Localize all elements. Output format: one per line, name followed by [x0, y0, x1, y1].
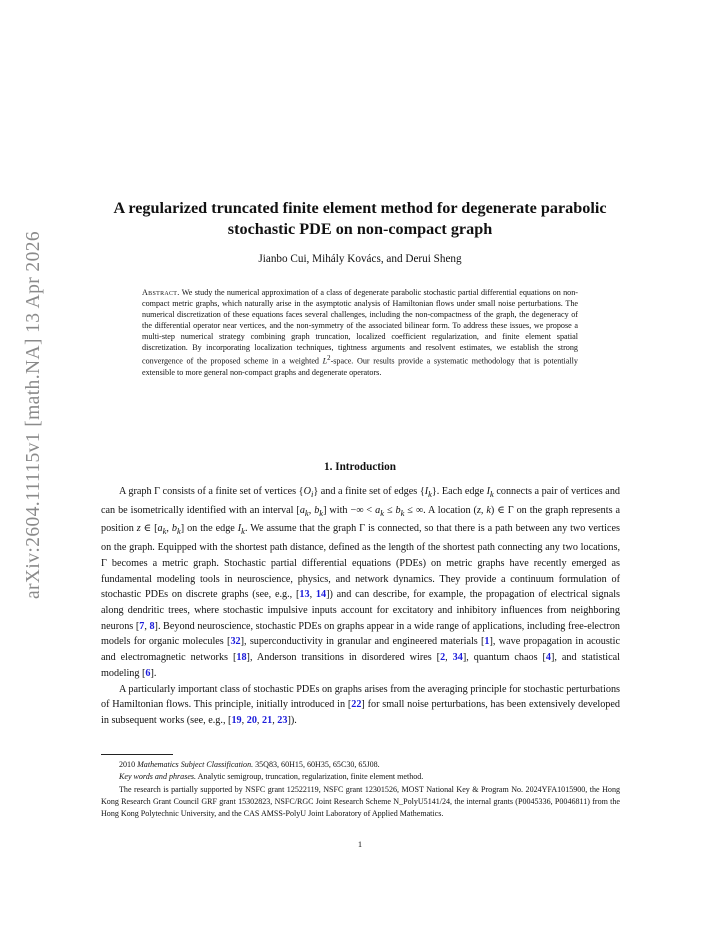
- text: ∈ [: [140, 523, 158, 535]
- text: ].: [150, 667, 157, 679]
- body-text: [101, 484, 620, 729]
- math-sub: i: [310, 489, 314, 500]
- citation-link[interactable]: 23: [277, 714, 288, 726]
- abstract-label: Abstract.: [142, 288, 180, 297]
- text: }. Each edge: [431, 486, 487, 497]
- math: z, k: [476, 504, 491, 516]
- text: ,: [166, 523, 172, 535]
- text: ,: [256, 714, 262, 726]
- title-line-1: A regularized truncated finite element method for degenerate parabolic: [113, 199, 607, 217]
- citation-link[interactable]: 34: [452, 652, 463, 664]
- abstract-text-a: We study the numerical approximation of a class of degenerate parabolic stochastic partial differential equations on non-compact metric graphs, which naturally arise in the asymptotic analysis of Hamiltonian flows under small noise perturbations. The numerical discretization of these equations faces several challenges, including the non-compactness of the graph, the degeneracy of the differential operator near vertices, and the non-symmetry of the associated bilinear form. To address these issues, we propose a multi-step numerical strategy combining graph truncation, localized coefficient regularization, and finite element spatial discretization. By incorporating localization techniques, tightness arguments and resolvent estimates, we establish the strong convergence of the proposed scheme in a weighted: [142, 288, 579, 366]
- citation-link[interactable]: 14: [315, 589, 327, 601]
- text: ], quantum chaos [: [462, 652, 546, 664]
- text: A graph Γ consists of a finite set of vertices {: [119, 486, 304, 497]
- text: ], superconductivity in granular and engineered materials [: [240, 636, 485, 648]
- page-number: 1: [357, 839, 363, 849]
- footnote-divider: [101, 754, 173, 755]
- text: ≤ ∞. A location (: [404, 504, 477, 516]
- math-sub: k: [380, 507, 384, 518]
- paragraph-2: [101, 682, 620, 729]
- citation-link[interactable]: 7: [139, 620, 145, 632]
- math: b: [171, 523, 177, 535]
- text: ] for small noise perturbations, has been extensively developed in subsequent works (see, e.g., [: [101, 699, 621, 726]
- citation-link[interactable]: 8: [149, 620, 155, 632]
- text: } and a finite set of edges {: [313, 486, 425, 497]
- text: ], and statistical modeling [: [101, 652, 620, 679]
- citation-link[interactable]: 6: [145, 667, 151, 679]
- section-title: 1. Introduction: [324, 461, 396, 473]
- text: ]).: [287, 714, 297, 726]
- footnotes: [101, 759, 620, 820]
- math: a: [299, 504, 305, 516]
- math: O: [303, 486, 311, 497]
- math: I: [237, 523, 242, 535]
- math-sub: k: [241, 526, 245, 537]
- text: ] on the edge: [180, 523, 238, 535]
- citation-link[interactable]: 22: [351, 699, 362, 711]
- math: I: [486, 486, 491, 497]
- math: a: [375, 504, 381, 516]
- keywords-footnote: [101, 771, 620, 783]
- text: ]. Beyond neuroscience, stochastic PDEs on graphs appear in a wide range of applications, including free-electron models for organic molecules [: [101, 620, 621, 648]
- text: ,: [144, 620, 150, 632]
- text: A particularly important class of stochastic PDEs on graphs arises from the averaging principle for stochastic perturbations of Hamiltonian flows. This principle, initially introduced in [: [101, 683, 620, 711]
- abstract: [142, 287, 578, 378]
- text: ], Anderson transitions in disordered wires [: [246, 652, 441, 664]
- math: b: [314, 504, 320, 516]
- math-sub: k: [400, 507, 405, 518]
- text: ,: [241, 714, 247, 726]
- text: 2010: [119, 760, 138, 769]
- title-line-2: stochastic PDE on non-compact graph: [227, 220, 493, 238]
- arxiv-sidebar: [14, 175, 54, 655]
- text: ] with −∞ <: [323, 504, 376, 516]
- text: ≤: [384, 504, 396, 516]
- citation-link[interactable]: 13: [299, 589, 310, 601]
- arxiv-identifier: arXiv:2604.11115v1 [math.NA] 13 Apr 2026: [23, 230, 44, 600]
- math: z: [136, 523, 141, 535]
- math-sub: k: [428, 489, 432, 500]
- text: ,: [272, 714, 278, 726]
- citation-link[interactable]: 21: [262, 714, 273, 726]
- text: Key words and phrases.: [119, 772, 197, 782]
- citation-link[interactable]: 18: [236, 652, 247, 664]
- math: a: [157, 523, 163, 535]
- math-sub: k: [490, 489, 494, 500]
- math: I: [424, 486, 429, 497]
- citation-link[interactable]: 2: [440, 652, 446, 664]
- citation-link[interactable]: 20: [246, 714, 257, 726]
- citation-link[interactable]: 19: [231, 714, 242, 726]
- text: ,: [308, 504, 315, 516]
- math-sub: k: [319, 507, 324, 518]
- msc-footnote: [101, 759, 620, 771]
- text: ,: [445, 652, 453, 664]
- authors: Jianbo Cui, Mihály Kovács, and Derui Sheng: [258, 253, 462, 265]
- text: ], wave propagation in acoustic and electromagnetic networks [: [101, 636, 620, 664]
- abstract-math-l: L: [322, 357, 328, 366]
- text: Analytic semigroup, truncation, regularization, finite element method.: [196, 772, 424, 782]
- math-sub: k: [304, 507, 309, 518]
- funding-footnote: The research is partially supported by NSFC grant 12522119, NSFC grant 12301526, MOST National Key & Program No. 2024YFA1015900, the Hong Kong Research Grant Council GRF grant 15302823, NSFC/RGC Joint Research Scheme N_PolyU5141/24, the internal grants (P0045336, P0046811) from the Hong Kong Polytechnic University, and the CAS AMSS-PolyU Joint Laboratory of Applied Mathematics.: [101, 784, 620, 819]
- text: ]) and can describe, for example, the propagation of electrical signals along dendritic trees, where stochastic impulsive inputs account for excitatory and inhibitory influences from neighboring neurons [: [101, 589, 621, 632]
- abstract-text-b: -space. Our results provide a systematic methodology that is potentially extensible to more general non-compact graphs and degenerate operators.: [142, 357, 578, 378]
- paragraph-1: [101, 484, 620, 682]
- citation-link[interactable]: 32: [230, 636, 241, 648]
- text: ) ∈ Γ on the graph represents a position: [101, 504, 621, 535]
- math-sub: k: [176, 526, 181, 537]
- paper-title: [96, 198, 624, 240]
- math-sub: k: [162, 526, 167, 537]
- text: ,: [309, 589, 316, 601]
- text: connects a pair of vertices and can be isometrically identified with an interval [: [101, 486, 621, 516]
- abstract-math-sup: 2: [327, 355, 331, 363]
- citation-link[interactable]: 4: [545, 652, 551, 664]
- text: Mathematics Subject Classification.: [137, 760, 254, 769]
- text: 35Q83, 60H15, 60H35, 65C30, 65J08.: [253, 760, 380, 769]
- citation-link[interactable]: 1: [484, 636, 490, 648]
- math: b: [395, 504, 401, 516]
- text: . We assume that the graph Γ is connected, so that there is a path between any two vertices on the graph. Equipped with the shortest path distance, defined as the length of the shortest path connecting any two locations, Γ becomes a metric graph. Stochastic partial differential equations (PDEs) on metric graphs have recently emerged as fundamental modeling tools in neuroscience, physics, and network dynamics. They provide a continuum formulation of stochastic PDEs on discrete graphs (see, e.g., [: [101, 523, 620, 601]
